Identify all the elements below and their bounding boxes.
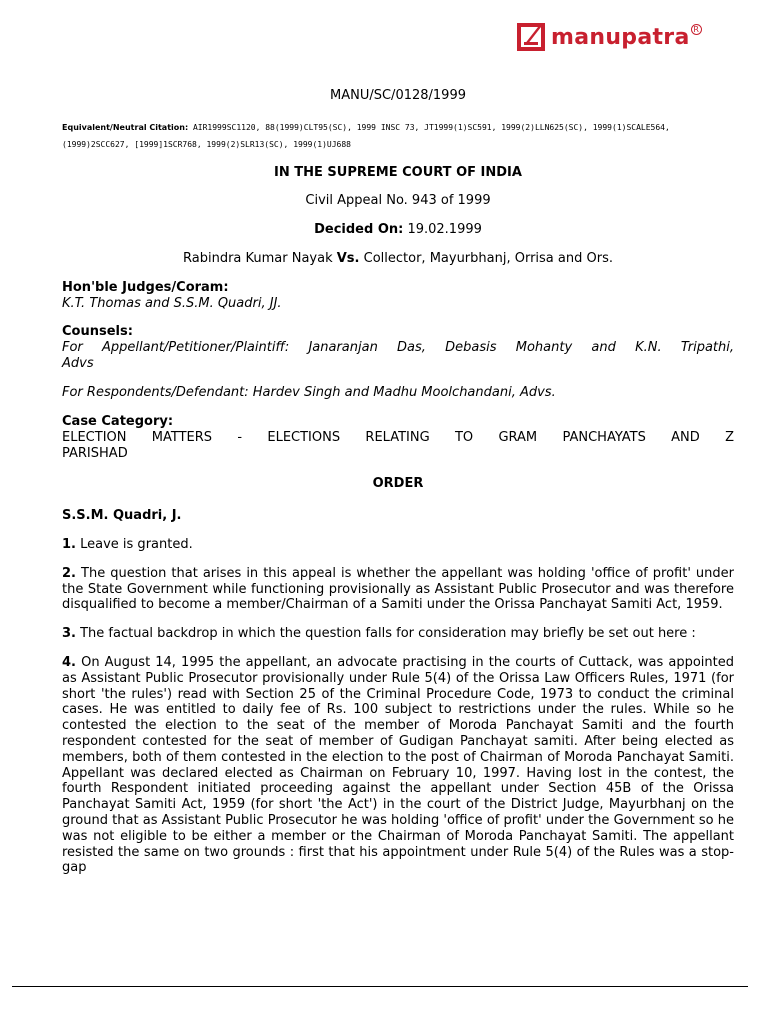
appeal-number: Civil Appeal No. 943 of 1999 xyxy=(305,193,491,208)
counsels-label: Counsels: xyxy=(62,324,133,339)
manu-citation-id: MANU/SC/0128/1999 xyxy=(330,88,466,103)
paragraph-text: The question that arises in this appeal is whether the appellant was holding 'office of profit' under the State Government while functioning provisionally as Assistant Public Prosecutor and was therefore disqualified to become a member/Chairman of a Samiti under the Orissa Panchayat Samiti Act, 1959. xyxy=(62,565,734,613)
document-body xyxy=(62,87,734,876)
registered-mark: R xyxy=(691,24,702,35)
appellant-name: Rabindra Kumar Nayak xyxy=(183,251,337,266)
logo-text: manupatra xyxy=(551,24,690,50)
judge-name: S.S.M. Quadri, J. xyxy=(62,508,182,523)
manupatra-logo xyxy=(516,22,702,52)
case-parties xyxy=(62,251,734,267)
court-name: IN THE SUPREME COURT OF INDIA xyxy=(274,165,522,180)
paragraph-text: On August 14, 1995 the appellant, an advocate practising in the courts of Cuttack, was appointed as Assistant Public Prosecutor provisionally under Rule 5(4) of the Orissa Law Officers Rules, 1971 (for short 'the rules') read with Section 25 of the Criminal Procedure Code, 1973 to conduct the criminal cases. He was entitled to daily fee of Rs. 100 subject to restrictions under the rules. While so he contested the election to the seat of the member of Moroda Panchayat Samiti and the fourth respondent contested for the seat of member of Gudigan Panchayat samiti. After being elected as members, both of them contested in the election to the post of Chairman of Moroda Panchayat Samiti. Appellant was declared elected as Chairman on February 10, 1997. Having lost in the contest, the fourth Respondent initiated proceeding against the appellant under Section 45B of the Orissa Panchayat Samiti Act, 1959 (for short 'the Act') in the court of the District Judge, Mayurbhanj on the ground that as Assistant Public Prosecutor he was holding 'office of profit' under the Government so he was not eligible to be either a member or the Chairman of Moroda Panchayat Samiti. The appellant resisted the same on two grounds : first that his appointment under Rule 5(4) of the Rules was a stop-gap xyxy=(62,654,734,876)
case-category-section xyxy=(62,414,734,462)
respondent-counsel: For Respondents/Defendant: Hardev Singh and Madhu Moolchandani, Advs. xyxy=(62,385,556,400)
paragraph-3 xyxy=(62,626,734,642)
appellant-counsel-line1: For Appellant/Petitioner/Plaintiff: Janaranjan Das, Debasis Mohanty and K.N. Tripathi, xyxy=(62,340,734,355)
decided-label: Decided On: xyxy=(314,222,404,237)
paragraph-number: 3. xyxy=(62,626,76,642)
equivalent-citation xyxy=(62,119,734,153)
respondent-name: Collector, Mayurbhanj, Orrisa and Ors. xyxy=(359,251,613,266)
paragraph-number: 1. xyxy=(62,537,76,552)
case-category-line1: ELECTION MATTERS - ELECTIONS RELATING TO GRAM PANCHAYATS AND Z xyxy=(62,430,734,445)
judges-section xyxy=(62,280,734,312)
paragraph-2 xyxy=(62,566,734,613)
paragraph-4 xyxy=(62,655,734,876)
manupatra-logo-icon xyxy=(516,22,546,52)
citation-text: AIR1999SC1120, 88(1999)CLT95(SC), 1999 INSC 73, JT1999(1)SC591, 1999(2)LLN625(SC), 1999(1)SCALE564, (1999)2SCC627, [1999]1SCR768, 1999(2)SLR13(SC), 1999(1)UJ688 xyxy=(62,123,670,149)
paragraph-text: The factual backdrop in which the question falls for consideration may briefly be set out here : xyxy=(75,626,696,642)
case-category-label: Case Category: xyxy=(62,414,174,429)
judges-names: K.T. Thomas and S.S.M. Quadri, JJ. xyxy=(62,296,282,311)
paragraph-text: Leave is granted. xyxy=(75,537,193,552)
versus-label: Vs. xyxy=(336,251,360,266)
citation-label: Equivalent/Neutral Citation: xyxy=(62,123,189,132)
case-category-line2: PARISHAD xyxy=(62,446,128,461)
paragraph-number: 2. xyxy=(62,565,76,581)
appellant-counsel-line2: Advs xyxy=(62,356,94,371)
paragraph-number: 4. xyxy=(62,654,76,670)
decided-on xyxy=(62,222,734,238)
judges-label: Hon'ble Judges/Coram: xyxy=(62,280,229,295)
counsels-section xyxy=(62,324,734,401)
paragraph-1 xyxy=(62,537,734,553)
decided-date: 19.02.1999 xyxy=(403,222,482,237)
order-heading: ORDER xyxy=(372,476,424,491)
footer-divider xyxy=(12,986,748,987)
